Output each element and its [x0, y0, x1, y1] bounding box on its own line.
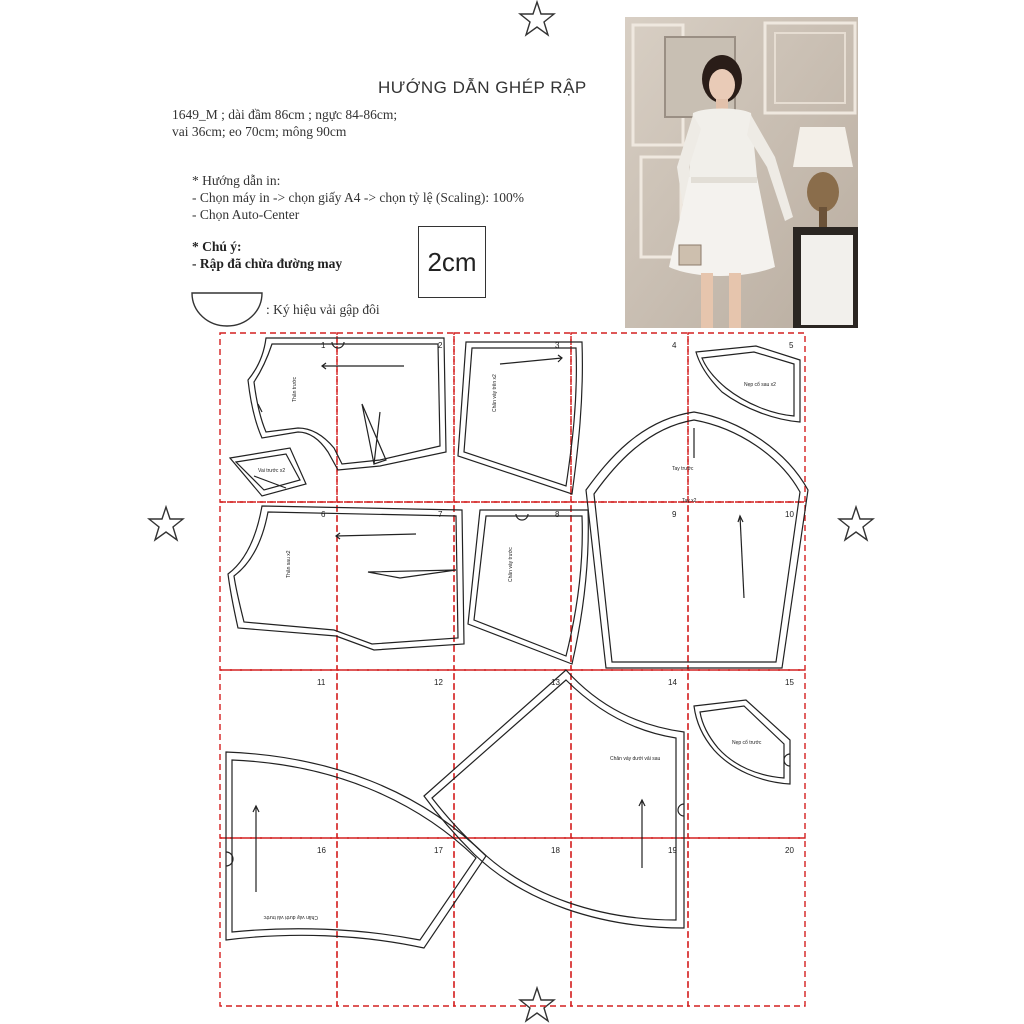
page-number: 6	[321, 510, 326, 519]
piece-label-front-neck-facing: Nẹp cổ trước	[732, 740, 762, 746]
page-number: 8	[555, 510, 560, 519]
page-tile	[688, 838, 805, 1006]
piece-label-back-bodice: Thân sau x2	[286, 550, 292, 578]
note-text: - Rập đã chừa đường may	[192, 256, 343, 271]
page-number: 11	[317, 678, 326, 687]
page-number: 14	[668, 678, 677, 687]
print-step-2: - Chọn Auto-Center	[192, 207, 300, 222]
page-title: HƯỚNG DẪN GHÉP RẬP	[378, 78, 587, 97]
page-number: 16	[317, 846, 326, 855]
page-number: 4	[672, 341, 677, 350]
page-number: 15	[785, 678, 794, 687]
page-tile	[220, 838, 337, 1006]
piece-label-lower-back-skirt: Chân váy dưới vải sau	[610, 756, 661, 762]
piece-label-sleeve: Tay x2	[682, 498, 697, 504]
page-number: 12	[434, 678, 443, 687]
page-number: 10	[785, 510, 794, 519]
piece-front-skirt	[468, 510, 588, 664]
measurements-line-1: 1649_M ; dài đầm 86cm ; ngực 84-86cm;	[172, 107, 398, 122]
note-heading: * Chú ý:	[192, 239, 242, 254]
page-tile	[337, 333, 454, 502]
piece-label-front-shoulder: Vai trước x2	[258, 468, 286, 474]
page-tile	[220, 670, 337, 838]
page-tile	[337, 838, 454, 1006]
page-tile	[688, 502, 805, 670]
page-tile	[688, 333, 805, 502]
page-numbers	[317, 341, 794, 855]
page-number: 9	[672, 510, 677, 519]
piece-label-upper-skirt: Chân váy trên x2	[492, 374, 498, 412]
page-tile	[571, 838, 688, 1006]
piece-label-lower-front-skirt: Chân váy dưới vải trước	[263, 914, 318, 920]
page-number: 18	[551, 846, 560, 855]
page-number: 19	[668, 846, 677, 855]
measurements-line-2: vai 36cm; eo 70cm; mông 90cm	[172, 124, 347, 139]
piece-label-front-bodice: Thân trước	[292, 377, 298, 402]
page-tile	[454, 838, 571, 1006]
page-number: 1	[321, 341, 326, 350]
piece-label-back-neck-facing: Nẹp cổ sau x2	[744, 382, 776, 388]
piece-back-bodice	[228, 506, 464, 650]
page-tile	[220, 333, 337, 502]
page-number: 7	[438, 510, 443, 519]
page-tile	[571, 670, 688, 838]
piece-label-front-skirt: Chân váy trước	[508, 547, 514, 582]
print-step-1: - Chọn máy in -> chọn giấy A4 -> chọn tỷ lệ (Scaling): 100%	[192, 190, 525, 205]
print-heading: * Hướng dẫn in:	[192, 173, 281, 188]
page-number: 2	[438, 341, 443, 350]
piece-sleeve	[586, 412, 808, 668]
page-number: 17	[434, 846, 443, 855]
piece-upper-skirt	[458, 342, 582, 494]
page-number: 3	[555, 341, 560, 350]
page-number: 5	[789, 341, 794, 350]
page-number: 13	[551, 678, 560, 687]
scale-reference-box: 2cm	[418, 226, 486, 298]
page-tile	[337, 502, 454, 670]
page-tile	[220, 502, 337, 670]
page-number: 20	[785, 846, 794, 855]
piece-label-sleeve-front: Tay trước	[672, 466, 694, 472]
fold-symbol-label: : Ký hiệu vải gập đôi	[266, 302, 380, 317]
